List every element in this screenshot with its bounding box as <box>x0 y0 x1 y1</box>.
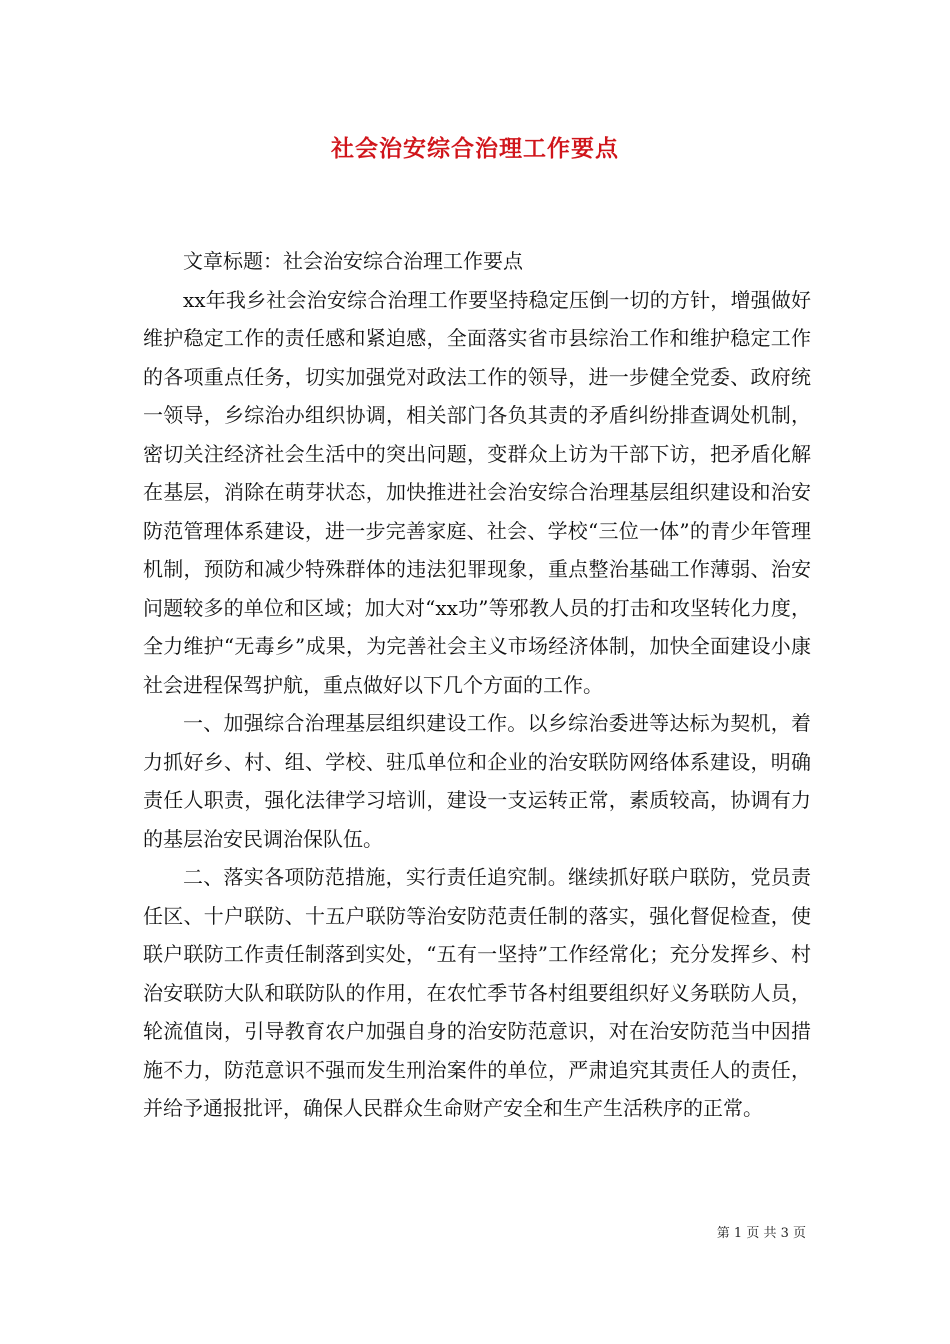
page-number-footer: 第 1 页 共 3 页 <box>716 1226 806 1241</box>
document-title: 社会治安综合治理工作要点 <box>331 135 619 162</box>
paragraph-section-2: 二、落实各项防范措施，实行责任追究制。继续抓好联户联防，党员责任区、十户联防、十五户联防等治安防范责任制的落实，强化督促检查，使联户联防工作责任制落到实处，“五有一坚持”工作经常化；充分发挥乡、村治安联防大队和联防队的作用，在农忙季节各村组要组织好义务联防人员，轮流值岗，引导教育农户加强自身的治安防范意识，对在治安防范当中因措施不力，防范意识不强而发生刑治案件的单位，严肃追究其责任人的责任，并给予通报批评，确保人民群众生命财产安全和生产生活秩序的正常。 <box>143 865 811 1120</box>
paragraph-section-1: 一、加强综合治理基层组织建设工作。以乡综治委进等达标为契机，着力抓好乡、村、组、学校、驻瓜单位和企业的治安联防网络体系建设，明确责任人职责，强化法律学习培训，建设一支运转正常，素质较高，协调有力的基层治安民调治保队伍。 <box>143 711 811 851</box>
article-title-line: 文章标题：社会治安综合治理工作要点 <box>183 249 523 273</box>
document-body <box>143 242 811 1128</box>
paragraph-intro: xx年我乡社会治安综合治理工作要坚持稳定压倒一切的方针，增强做好维护稳定工作的责任感和紧迫感，全面落实省市县综治工作和维护稳定工作的各项重点任务，切实加强党对政法工作的领导，进一步健全党委、政府统一领导，乡综治办组织协调，相关部门各负其责的矛盾纠纷排查调处机制，密切关注经济社会生活中的突出问题，变群众上访为干部下访，把矛盾化解在基层，消除在萌芽状态，加快推进社会治安综合治理基层组织建设和治安防范管理体系建设，进一步完善家庭、社会、学校“三位一体”的青少年管理机制，预防和减少特殊群体的违法犯罪现象，重点整治基础工作薄弱、治安问题较多的单位和区域；加大对“xx功”等邪教人员的打击和攻坚转化力度，全力维护“无毒乡”成果，为完善社会主义市场经济体制，加快全面建设小康社会进程保驾护航，重点做好以下几个方面的工作。 <box>143 287 811 697</box>
